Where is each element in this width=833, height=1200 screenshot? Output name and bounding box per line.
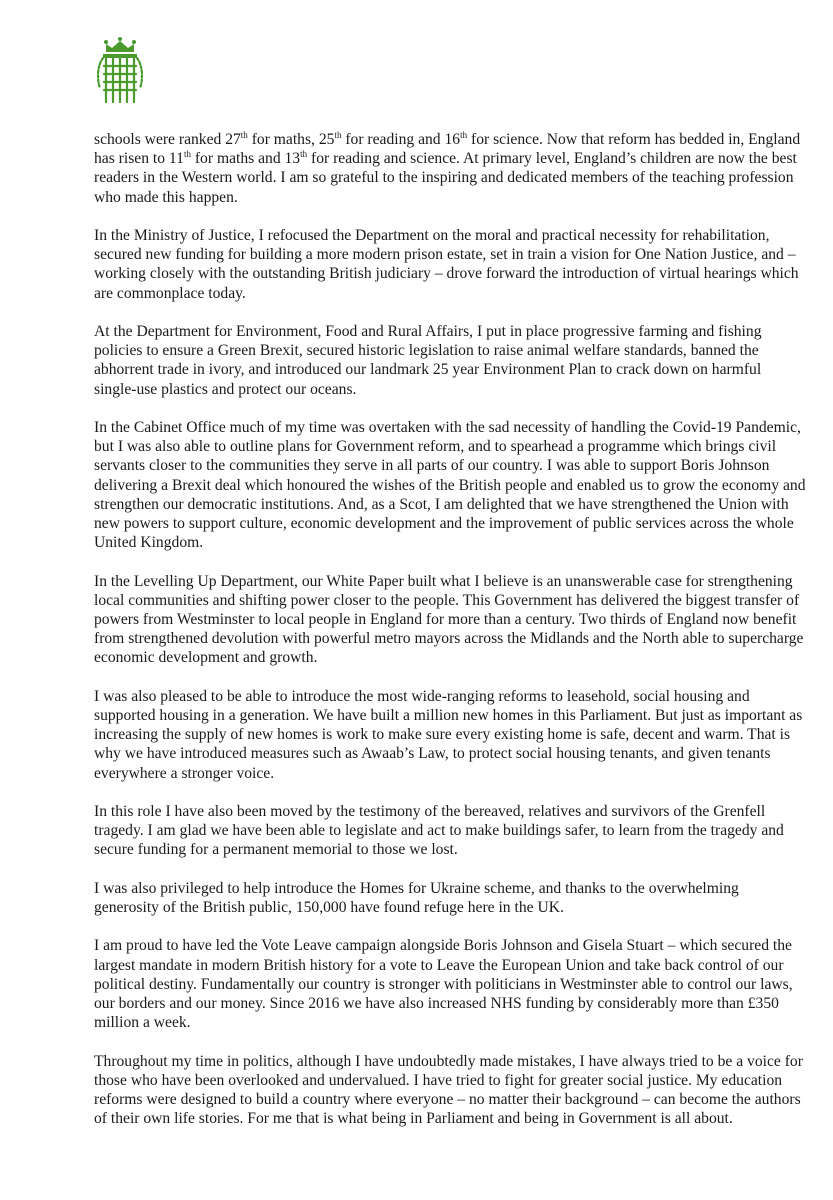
paragraph-text: for science. Now that reform has bedded in, England has risen to 11 [94,131,801,168]
ordinal-suffix: th [460,130,468,140]
paragraph-text: Throughout my time in politics, although I have undoubtedly made mistakes, I have always tried to be a voice for those who have been overlooked and undervalued. I have tried to fight for greater social justice. My education reforms were designed to build a country where everyone – no matter their background – can become the authors of their own life stories. For me that is what being in Parliament and being in Government is all about. [94,1052,803,1128]
paragraph [94,130,806,207]
paragraph-text: I am proud to have led the Vote Leave campaign alongside Boris Johnson and Gisela Stuart – which secured the largest mandate in modern British history for a vote to Leave the European Union and take back control of our political destiny. Fundamentally our country is stronger with politicians in Westminster able to control our laws, our borders and our money. Since 2016 we have also increased NHS funding by considerably more than £350 million a week. [94,937,793,1032]
paragraph [94,322,806,399]
paragraph [94,879,806,917]
paragraph-text: I was also privileged to help introduce the Homes for Ukraine scheme, and thanks to the overwhelming generosity of the British public, 150,000 have found refuge here in the UK. [94,879,739,917]
paragraph-text: In the Cabinet Office much of my time was overtaken with the sad necessity of handling the Covid-19 Pandemic, but I was also able to outline plans for Government reform, and to spearhead a programme which brings civil servants closer to the communities they serve in all parts of our country. I was able to support Boris Johnson delivering a Brexit deal which honoured the wishes of the British people and enabled us to grow the economy and strengthen our democratic institutions. And, as a Scot, I am delighted that we have strengthened the Union with new powers to support culture, economic development and the improvement of public services across the whole United Kingdom. [94,419,806,552]
letter-body [94,130,806,1148]
paragraph [94,802,806,860]
paragraph-text: for maths, 25 [247,131,335,148]
paragraph-text: At the Department for Environment, Food and Rural Affairs, I put in place progressive farming and fishing policies to ensure a Green Brexit, secured historic legislation to raise animal welfare standards, banned the abhorrent trade in ivory, and introduced our landmark 25 year Environment Plan to crack down on harmful single-use plastics and protect our oceans. [94,323,762,398]
paragraph-text: for reading and 16 [341,131,461,148]
paragraph [94,226,806,303]
ordinal-suffix: th [334,130,342,140]
paragraph [94,418,806,552]
ordinal-suffix: th [240,130,248,140]
paragraph-text: In this role I have also been moved by the testimony of the bereaved, relatives and survivors of the Grenfell tragedy. I am glad we have been able to legislate and act to make buildings safer, to learn from the tragedy and secure funding for a permanent memorial to those we lost. [94,803,784,859]
paragraph [94,572,806,668]
paragraph [94,936,806,1032]
paragraph-text: In the Ministry of Justice, I refocused the Department on the moral and practical necessity for rehabilitation, secured new funding for building a more modern prison estate, set in train a vision for One Nation Justice, and – working closely with the outstanding British judiciary – drove forward the introduction of virtual hearings which are commonplace today. [94,227,799,302]
paragraph-text: In the Levelling Up Department, our White Paper built what I believe is an unanswerable case for strengthening local communities and shifting power closer to the people. This Government has delivered the biggest transfer of powers from Westminster to local people in England for more than a century. Two thirds of England now benefit from strengthened devolution with powerful metro mayors across the Midlands and the North able to supercharge economic development and growth. [94,572,804,667]
ordinal-suffix: th [300,149,308,160]
paragraph-text: I was also pleased to be able to introduce the most wide-ranging reforms to leasehold, social housing and supported housing in a generation. We have built a million new homes in this Parliament. But just as important as increasing the supply of new homes is work to make sure every existing home is safe, decent and warm. That is why we have introduced measures such as Awaab’s Law, to protect social housing tenants, and given tenants everywhere a stronger voice. [94,687,803,782]
paragraph [94,1052,806,1129]
portcullis-icon [92,36,148,104]
paragraph [94,687,806,783]
paragraph-text: for reading and science. At primary level, England’s children are now the best readers in the Western world. I am so grateful to the inspiring and dedicated members of the teaching profession who made this happen. [94,150,797,206]
paragraph-text: schools were ranked 27 [94,131,241,148]
paragraph-text: for maths and 13 [190,150,301,168]
ordinal-suffix: th [183,149,191,160]
